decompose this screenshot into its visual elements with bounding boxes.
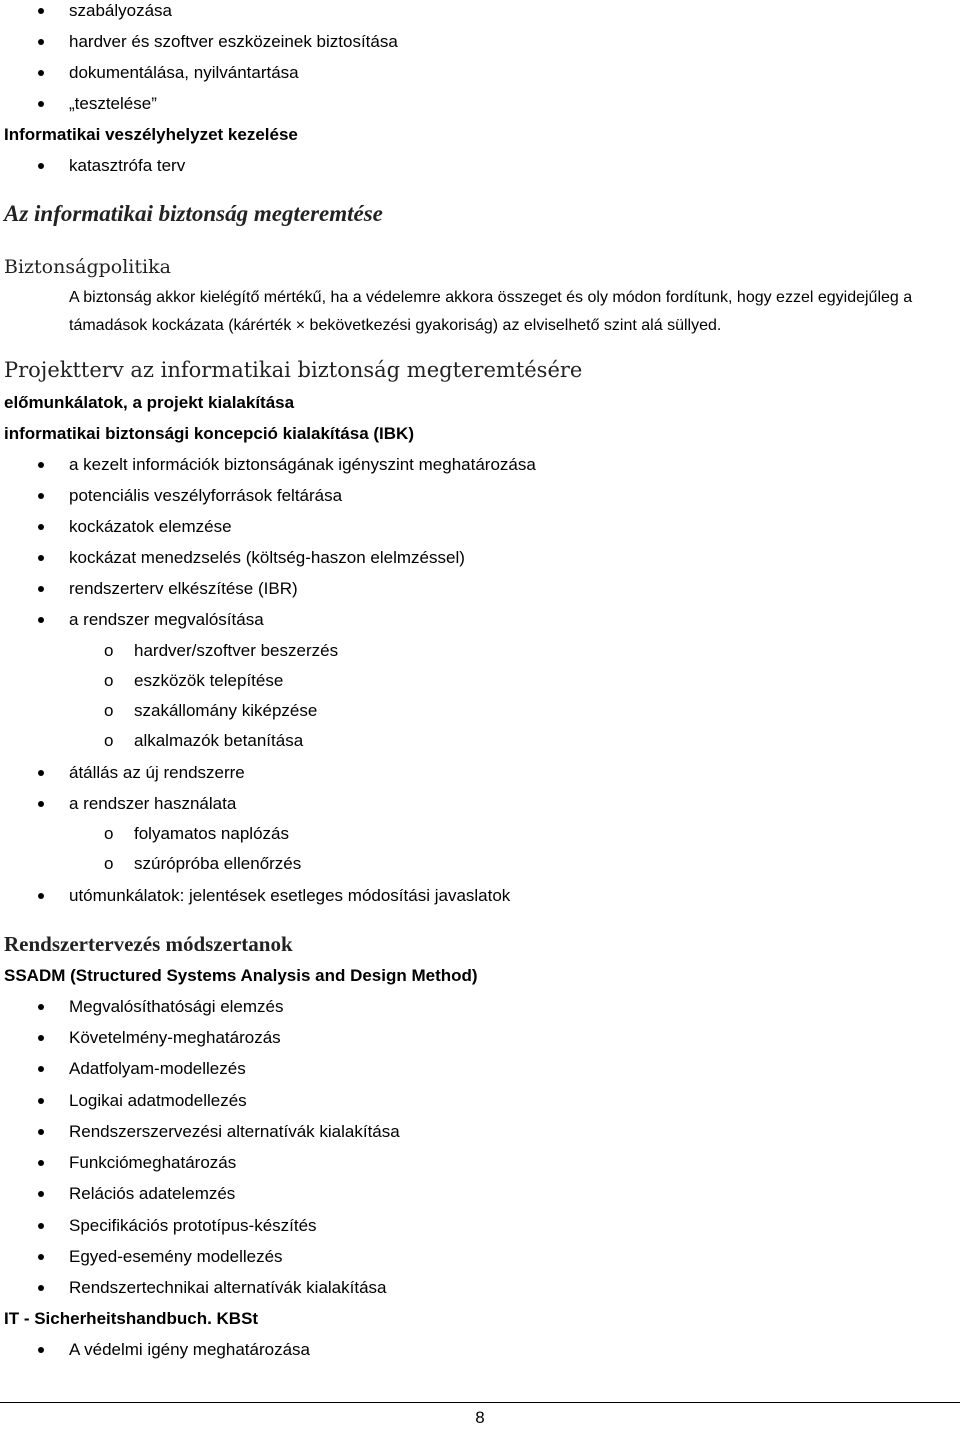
list-item: a rendszer megvalósítása [69, 610, 264, 629]
list-item: potenciális veszélyforrások feltárása [69, 486, 343, 505]
list-item: Rendszertechnikai alternatívák kialakítása [69, 1278, 387, 1297]
sub-list-item: szúrópróba ellenőrzés [134, 854, 302, 873]
list-item: Adatfolyam-modellezés [69, 1059, 246, 1078]
circle-marker: o [104, 671, 114, 690]
list-item: „tesztelése” [69, 94, 157, 113]
list-item: kockázatok elemzése [69, 517, 232, 536]
circle-marker: o [104, 824, 114, 843]
circle-marker: o [104, 641, 114, 660]
circle-marker: o [104, 731, 114, 750]
sub-list-item: folyamatos naplózás [134, 824, 289, 843]
list-item: szabályozása [69, 1, 173, 20]
list-item: Egyed-esemény modellezés [69, 1247, 283, 1266]
list-item: hardver és szoftver eszközeinek biztosítása [69, 32, 398, 51]
list-item: rendszerterv elkészítése (IBR) [69, 579, 298, 598]
list-item: Rendszerszervezési alternatívák kialakítása [69, 1122, 400, 1141]
project-subheading: informatikai biztonsági koncepció kialakítása (IBK) [4, 424, 414, 443]
emergency-heading: Informatikai veszélyhelyzet kezelése [4, 125, 298, 144]
policy-paragraph: A biztonság akkor kielégítő mértékű, ha a védelemre akkora összeget és oly módon fordítunk, hogy ezzel egyidejűleg a támadások kockázata (kárérték × bekövetkezési gyakoriság) az elviselhető szint alá süllyed. [69, 289, 913, 334]
sub-list-item: eszközök telepítése [134, 671, 284, 690]
sub-list-item: szakállomány kiképzése [134, 701, 318, 720]
list-item: Funkciómeghatározás [69, 1153, 237, 1172]
project-heading: Projektterv az informatikai biztonság megteremtésére [4, 358, 583, 382]
list-item: átállás az új rendszerre [69, 763, 245, 782]
section-title: Az informatikai biztonság megteremtése [4, 201, 383, 226]
list-item: Relációs adatelemzés [69, 1184, 236, 1203]
methods-heading: Rendszertervezés módszertanok [4, 932, 293, 956]
footer-divider [0, 1402, 960, 1403]
list-item: utómunkálatok: jelentések esetleges módosítási javaslatok [69, 886, 511, 905]
list-item: a kezelt információk biztonságának igényszint meghatározása [69, 455, 536, 474]
it-heading: IT - Sicherheitshandbuch. KBSt [4, 1309, 259, 1328]
list-item: kockázat menedzselés (költség-haszon elelmzéssel) [69, 548, 465, 567]
circle-marker: o [104, 701, 114, 720]
circle-marker: o [104, 854, 114, 873]
sub-list-item: hardver/szoftver beszerzés [134, 641, 339, 660]
page-number: 8 [475, 1408, 485, 1427]
ssadm-heading: SSADM (Structured Systems Analysis and Design Method) [4, 966, 478, 985]
list-item: Követelmény-meghatározás [69, 1028, 281, 1047]
list-item: Megvalósíthatósági elemzés [69, 997, 284, 1016]
project-subheading: előmunkálatok, a projekt kialakítása [4, 393, 295, 412]
list-item: dokumentálása, nyilvántartása [69, 63, 299, 82]
list-item: Logikai adatmodellezés [69, 1091, 247, 1110]
sub-list-item: alkalmazók betanítása [134, 731, 304, 750]
list-item: katasztrófa terv [69, 156, 186, 175]
policy-heading: Biztonságpolitika [4, 256, 171, 278]
list-item: A védelmi igény meghatározása [69, 1340, 310, 1359]
list-item: Specifikációs prototípus-készítés [69, 1216, 317, 1235]
list-item: a rendszer használata [69, 794, 237, 813]
